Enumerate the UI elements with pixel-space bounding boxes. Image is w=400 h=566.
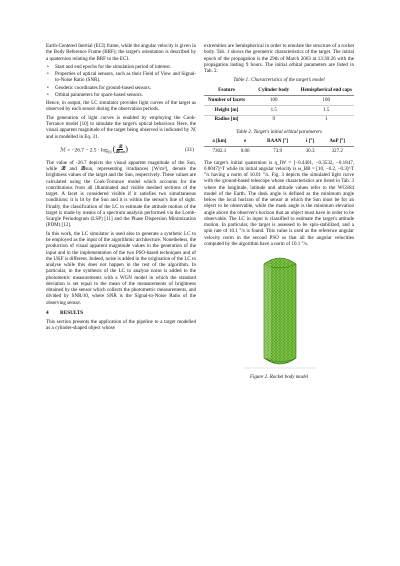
rocket-body-model — [204, 250, 354, 374]
table-cell: 30.3 — [305, 147, 315, 154]
table-header: i [°] — [300, 138, 321, 147]
table-cell: 100 — [249, 96, 299, 106]
table-row — [204, 147, 354, 156]
table-cell: 73.9 — [273, 147, 283, 154]
table-1-caption: Table 1: Characteristics of the target’s model — [233, 77, 325, 84]
list-item: • Start and end epochs for the simulation period of interest. — [46, 64, 196, 70]
table-cell: 1.5 — [299, 106, 355, 116]
table-cell: 0.06 — [240, 147, 250, 154]
paragraph: Hence, in output, the LC simulator provides light curves of the target as observed by each sensor during the observation periods. — [46, 100, 196, 113]
equation-body: ℳ = $-26.7 - 2.5 \cdot \log_{10}$ ( $\frac{\text{𝓑}}{\text{𝓑sun}}$ ) — [60, 143, 128, 155]
equation-tag: (31) — [185, 146, 194, 153]
equation-31 — [46, 144, 196, 156]
table-cell: 327.2 — [331, 147, 343, 154]
section-title: RESULTS — [60, 309, 84, 316]
figure-2-caption: Figure 2. Rocket body model — [249, 374, 309, 381]
table-cell: Radius [m] — [214, 116, 239, 123]
table-header: RAAN [°] — [255, 138, 299, 147]
right-column — [204, 43, 354, 383]
table-header: a [km] — [204, 138, 235, 147]
table-header: e — [235, 138, 256, 147]
table-cell: Number of facets — [204, 96, 249, 106]
paragraph: The value of -26.7 depicts the visual apparent magnitude of the Sun, while 𝓑 and 𝓑sun, representing irradiances [W/m²], denote the brightness values of the target and the Sun, respectively. These values are calculated using the Cook-Torrance model which accounts for the contributions from all illuminated and visible meshed sections of the target. A facet is considered visible if it satisfies two simultaneous conditions: it is lit by the Sun and it is within the sensor's line of sight. Finally, the classification of the LC to estimate the attitude motion of the target is made by means of a spectrum analysis performed via the Lomb-Scargle Periodogram (LSP) [11] and the Phase Dispersion Minimization (PDM) [12]. — [46, 159, 196, 229]
equation-denominator: 𝓑sun — [115, 149, 126, 155]
table-row — [204, 96, 354, 106]
table-2-caption: Table 2. Target's initial orbital parameters — [236, 128, 322, 135]
table-header: AoP [°] — [320, 138, 354, 147]
table-1 — [204, 87, 354, 125]
paragraph: The generation of light curves is enabled by employing the Cook-Torrance model [10] to simulate the target's optical behaviour. Here, the visual apparent magnitude of the target being observed is indicated by ℳ and is modelled in Eq. 31. — [46, 114, 196, 140]
table-row — [204, 115, 354, 124]
list-item: • Properties of optical sensors, such as their Field of View and Signal-to-Noise Ratio (SNR). — [46, 71, 196, 84]
paragraph: The target's initial quaternion is q_IW = [−0.4401, −0.3532, −0.1847, 0.8047]^T while its initial angular velocity is ω_BB = [10, −0.2, −0.3]^T °/s having a norm of 10.01 °/s. Fig. 3 depicts the simulated light curve with the ground-based telescope whose characteristics are listed in Tab. 3 where the longitude, latitude and altitude values refer to the WGS84 model of the Earth. The dusk angle is defined as the minimum angle below the local horizon of the sensor at which the Sun must be for an object to be observable, while the mask angle is the minimum elevation angle above the observer's horizon that an object must have in order to be observable. The LC in input is classified to estimate the target's attitude motion. In particular, the target is assessed to be spin-stabilized, and a spin rate of 10.1 °/s is found. This value is used as the reference angular velocity norm in the second PSO so that all the angular velocities computed by the algorithm have a norm of 10.1 °/s. — [204, 159, 354, 247]
table-cell: Height [m] — [204, 106, 249, 116]
equation-lhs: ℳ = −26.7 − 2.5 · log — [60, 146, 108, 153]
section-heading — [46, 310, 196, 316]
equation-numerator: 𝓑 — [118, 143, 123, 149]
table-row — [204, 106, 354, 116]
table-cell: 1.5 — [249, 106, 299, 116]
list-item: • Orbital parameters for space-based sensors. — [46, 92, 196, 98]
paragraph: This section presents the application of the pipeline to a target modelled as a cylinder-shaped object whose — [46, 319, 196, 332]
rocket-body-figure — [204, 250, 354, 374]
left-column — [46, 43, 196, 334]
table-cell: 1 — [324, 116, 328, 123]
table-2 — [204, 138, 354, 156]
table-cell: 7302.1 — [212, 147, 227, 154]
table-header: Cylinder body — [249, 87, 299, 96]
list-item: • Geodetic coordinates for ground-based sensors. — [46, 85, 196, 91]
table-header: Feature — [204, 87, 249, 96]
equation-log-base: 10 — [107, 149, 112, 154]
paragraph: Earth-Centered Inertial (ECI) frame, while the angular velocity is given in the Body Reference Frame (BRF); the target's orientation is described by a quaternion relating the BRF to the ECI. — [46, 43, 196, 62]
section-number: 4 — [46, 309, 49, 316]
paragraph: extremities are hemispherical in order to emulate the structure of a rocket body. Tab. 1 shows the geometric characteristics of the target. The initial epoch of the propagation is the 29th of March 2003 at 13:30:26 with the propagation lasting 9 hours. The initial orbital parameters are listed in Tab. 2. — [204, 43, 354, 74]
table-header: Hemispherical end caps — [299, 87, 355, 96]
table-cell: 9 — [272, 116, 276, 123]
paragraph: In this work, the LC simulator is used also to generate a synthetic LC to be employed as the input of the algorithmic architecture. Nonetheless, the production of visual apparent magnitude values in the generation of the input and in the implementation of the two PSO-based techniques and of the UKF is different. Indeed, noise is added in the origination of the LC to analyse while this does not happen in the rest of the algorithm. In particular, in the synthesis of the LC to analyze noise is added to the photometric measurements with a WGN model in which the standard deviation is set equal to the mean of the measurements of brightness obtained by the sensor which collects the photometric measurements, and divided by SNR/10, where SNR is the Signal-to-Noise Ratio of the observing sensor. — [46, 230, 196, 306]
table-cell: 100 — [299, 96, 355, 106]
